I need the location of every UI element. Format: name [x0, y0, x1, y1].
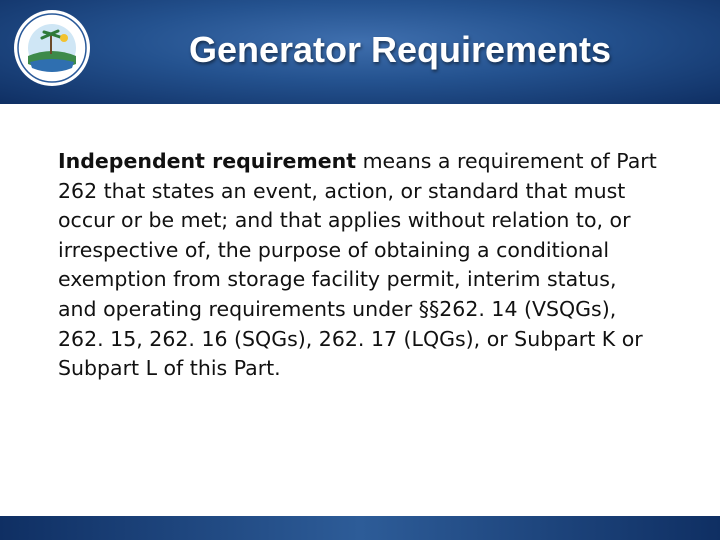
slide-header	[0, 0, 720, 104]
florida-dep-seal-icon	[12, 8, 92, 88]
slide-footer-bar	[0, 516, 720, 540]
definition-paragraph	[58, 147, 658, 384]
definition-term: Independent requirement	[58, 149, 357, 173]
slide-title: Generator Requirements	[188, 29, 612, 70]
definition-text: means a requirement of Part 262 that states an event, action, or standard that must occur or be met; and that applies without relation to, or irrespective of, the purpose of obtaining a conditional exemption from storage facility permit, interim status, and operating requirements under §§262. 14 (VSQGs), 262. 15, 262. 16 (SQGs), 262. 17 (LQGs), or Subpart K or Subpart L of this Part.	[58, 149, 657, 381]
